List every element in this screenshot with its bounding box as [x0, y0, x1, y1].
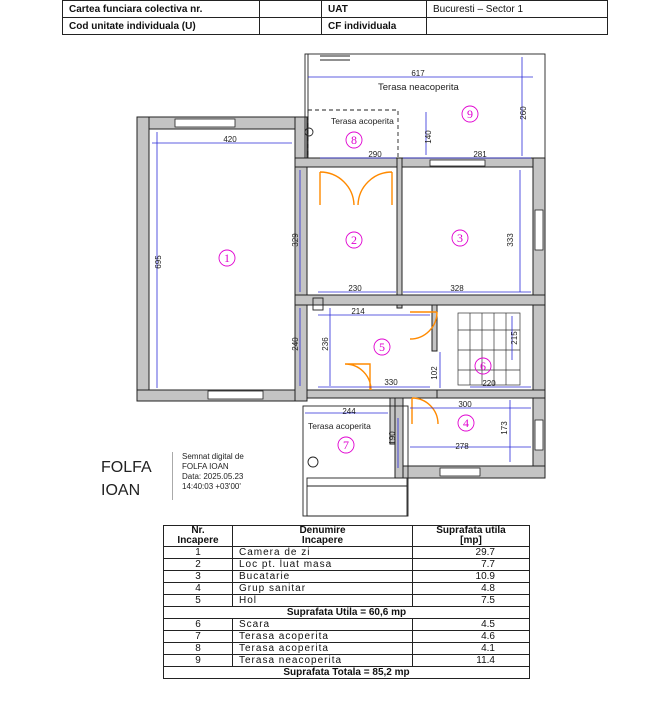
- cell-name: Camera de zi: [233, 547, 413, 559]
- cell-nr: 8: [164, 643, 233, 655]
- header-label: UAT: [322, 1, 427, 18]
- signature-divider: [172, 452, 173, 500]
- cell-area: 4.1: [413, 643, 530, 655]
- cell-name: Terasa acoperita: [233, 631, 413, 643]
- dim-328: 328: [450, 284, 464, 293]
- table-row: [164, 631, 530, 643]
- cell-name: Terasa acoperita: [233, 643, 413, 655]
- cell-area: 7.7: [413, 559, 530, 571]
- signature-date: Data: 2025.05.23: [182, 472, 244, 481]
- cell-area: 4.6: [413, 631, 530, 643]
- table-row: [164, 559, 530, 571]
- dim-330: 330: [384, 378, 398, 387]
- table-row: [164, 571, 530, 583]
- room-number: 1: [224, 251, 230, 265]
- col-header-nr: Nr. Incapere: [164, 526, 233, 547]
- cell-name: Bucatarie: [233, 571, 413, 583]
- dim-333: 333: [506, 233, 515, 247]
- dim-230: 230: [348, 284, 362, 293]
- room-number: 2: [351, 233, 357, 247]
- signature-text: FOLFA IOAN: [182, 462, 229, 471]
- signature-text: Semnat digital de: [182, 452, 244, 461]
- dim-300: 300: [458, 400, 472, 409]
- signature-details: [182, 452, 244, 492]
- table-row: [164, 655, 530, 667]
- stairs: [458, 313, 520, 385]
- dim-329: 329: [291, 233, 300, 247]
- dim-244: 244: [342, 407, 356, 416]
- dim-278: 278: [455, 442, 469, 451]
- cell-nr: 3: [164, 571, 233, 583]
- cell-nr: 6: [164, 619, 233, 631]
- table-row: [164, 619, 530, 631]
- dim-420: 420: [223, 135, 237, 144]
- cell-area: 10.9: [413, 571, 530, 583]
- table-row: [164, 595, 530, 607]
- cell-area: 4.5: [413, 619, 530, 631]
- table-row: [164, 643, 530, 655]
- label-terasa-acoperita: Terasa acoperita: [331, 116, 394, 126]
- dim-260: 260: [519, 106, 528, 120]
- sum-util: Suprafata Utila = 60,6 mp: [164, 607, 530, 619]
- dim-617: 617: [411, 69, 425, 78]
- dim-220: 220: [482, 379, 496, 388]
- room-number: 7: [343, 438, 349, 452]
- col-header-name: Denumire Incapere: [233, 526, 413, 547]
- sum-row-total: [164, 667, 530, 679]
- cell-name: Grup sanitar: [233, 583, 413, 595]
- table-row: [164, 583, 530, 595]
- signature-first-name: FOLFA: [101, 459, 152, 476]
- signature-last-name: IOAN: [101, 482, 141, 499]
- label-terasa-acoperita: Terasa acoperita: [308, 421, 371, 431]
- dim-190: 190: [388, 431, 397, 445]
- dim-240: 240: [291, 337, 300, 351]
- dim-214: 214: [351, 307, 365, 316]
- cell-area: 7.5: [413, 595, 530, 607]
- cell-name: Loc pt. luat masa: [233, 559, 413, 571]
- signature-name: [101, 456, 152, 502]
- cell-nr: 2: [164, 559, 233, 571]
- room-number: 9: [467, 107, 473, 121]
- room-number: 4: [463, 416, 469, 430]
- signature-time: 14:40:03 +03'00': [182, 482, 241, 491]
- table-row: [164, 547, 530, 559]
- room-number: 3: [457, 231, 463, 245]
- sum-row-util: [164, 607, 530, 619]
- dim-695: 695: [154, 255, 163, 269]
- room-legend-table: [163, 525, 530, 679]
- cell-area: 11.4: [413, 655, 530, 667]
- header-label: Cod unitate individuala (U): [63, 18, 260, 35]
- col-header-area: Suprafata utila [mp]: [413, 526, 530, 547]
- cell-nr: 9: [164, 655, 233, 667]
- dim-215: 215: [510, 331, 519, 345]
- dim-290: 290: [368, 150, 382, 159]
- cell-area: 4.8: [413, 583, 530, 595]
- legend-header-row: [164, 526, 530, 547]
- dim-173: 173: [500, 421, 509, 435]
- header-value: Bucuresti – Sector 1: [427, 1, 608, 18]
- dim-102: 102: [430, 366, 439, 380]
- dim-236: 236: [321, 337, 330, 351]
- header-label: CF individuala: [322, 18, 427, 35]
- cell-nr: 4: [164, 583, 233, 595]
- cell-name: Scara: [233, 619, 413, 631]
- sum-total: Suprafata Totala = 85,2 mp: [164, 667, 530, 679]
- cell-area: 29.7: [413, 547, 530, 559]
- cell-nr: 7: [164, 631, 233, 643]
- cell-name: Hol: [233, 595, 413, 607]
- dim-140: 140: [424, 130, 433, 144]
- room-number: 5: [379, 340, 385, 354]
- header-label: Cartea funciara colectiva nr.: [63, 1, 260, 18]
- room-number: 8: [351, 133, 357, 147]
- label-terasa-neacoperita: Terasa neacoperita: [378, 82, 459, 93]
- cell-name: Terasa neacoperita: [233, 655, 413, 667]
- dim-281: 281: [473, 150, 487, 159]
- cell-nr: 5: [164, 595, 233, 607]
- cell-nr: 1: [164, 547, 233, 559]
- room-number: 6: [480, 359, 486, 373]
